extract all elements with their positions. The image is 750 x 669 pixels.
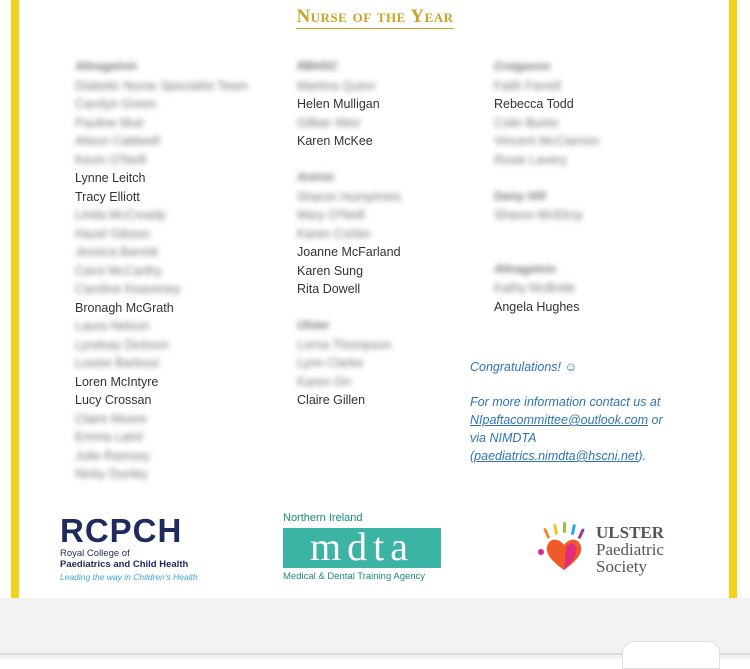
nominee-name: Karen Corbin [297, 226, 371, 241]
nominee-name: Lynn Clarke [297, 356, 364, 370]
rcpch-tagline: Leading the way in Children's Health [60, 572, 198, 582]
nominee-column-3 [494, 58, 599, 316]
nominee-name [297, 95, 401, 114]
nominee-name: Nicky Dunley [75, 467, 148, 481]
nominee-name: Caroline Keaveney [75, 282, 181, 296]
section-heading: RBHSC [297, 61, 338, 73]
section-heading: Altnagelvin [75, 61, 137, 73]
nominee-name: Laura Nelson [75, 319, 150, 333]
right-yellow-border [729, 0, 737, 598]
nominee-name: Rebecca Todd [494, 97, 574, 111]
nominee-name: Kathy McBride [494, 281, 576, 295]
nominee-name-blurred-part: Lynne Le [75, 171, 126, 185]
nominee-name: Loren McIntyre [75, 374, 159, 389]
section-heading: Antrim [297, 172, 335, 184]
nominee-name-visible-part: Bro [75, 300, 95, 315]
contact-text-1: For more information contact us at [470, 395, 661, 409]
nimdta-logo [283, 512, 441, 582]
nominee-name: Vincent McCiarnon [494, 134, 600, 148]
nominee-name: Rosie Lavery [494, 152, 567, 167]
ulster-paediatric-society-logo [536, 522, 696, 576]
section-heading: Altnagelvin [494, 263, 556, 276]
nominee-name: Linda McCready [75, 208, 167, 222]
nimdta-mark: mdta [283, 528, 441, 568]
nominee-name-blurred-part: Mulligan [329, 97, 380, 111]
nimdta-subtitle: Medical & Dental Training Agency [283, 571, 426, 582]
nominee-name: Karen Orr [297, 374, 352, 389]
nominee-name: Lorna Thompson [297, 337, 392, 352]
nominee-name-blurred-part: Elliott [105, 189, 140, 204]
nominee-name: Mary O'Neill [297, 208, 365, 222]
viewer-footer-tab[interactable] [622, 641, 720, 669]
nominee-name [297, 280, 401, 299]
title-text: Nurse of the Year [296, 6, 454, 27]
nominee-column-1 [75, 58, 248, 484]
nominee-name: Sharon McElroy [494, 208, 583, 222]
rcpch-line-2: Paediatrics and Child Health [60, 559, 189, 570]
nominee-name-visible-part: Rita Dowell [297, 282, 361, 296]
congratulations-message [470, 358, 663, 465]
nimdta-top-text: Northern Ireland [283, 512, 363, 524]
nominee-name-blurred-part: e McFarland [331, 245, 401, 259]
ups-line-3: Society [596, 557, 647, 576]
heart-children-icon [536, 522, 592, 574]
nominee-name: Carolyn Green [75, 97, 157, 111]
nominee-name: Martina Quinn [297, 78, 376, 93]
nominee-name: Colin Burke [494, 115, 559, 130]
congrats-text: Congratulations! ☺ [470, 360, 578, 374]
contact-or: or [648, 413, 663, 427]
nominee-name: Sharon Humphries [297, 189, 402, 204]
contact-line-2 [470, 411, 663, 429]
rcpch-logo [60, 514, 198, 582]
nominee-name: Diabetic Nurse Specialist Team [75, 78, 248, 93]
page-title [0, 6, 750, 28]
nominee-column-2 [297, 58, 401, 410]
section-heading: Daisy Hill [494, 190, 546, 203]
nominee-name: Lyndsay Dickson [75, 337, 170, 352]
nominee-name: Alison Caldwell [75, 134, 160, 148]
section-heading: Ulster [297, 320, 330, 332]
rcpch-line-1: Royal College of [60, 548, 130, 559]
nominee-name: Claire Moore [75, 411, 147, 426]
nominee-name: Gillian Weir [297, 115, 361, 130]
section-heading: Craigavon [494, 61, 551, 73]
nominee-name: Carol McCarthy [75, 263, 162, 278]
nominee-name [75, 169, 248, 188]
nominee-name: Jessica Barrett [75, 245, 158, 259]
left-yellow-border [11, 0, 19, 598]
nominee-name: Louise Barbour [75, 356, 160, 370]
contact-line-4 [470, 447, 663, 465]
nominee-name-visible-part: Cl [297, 393, 309, 407]
committee-email-link[interactable]: NIpaftacommittee@outlook.com [470, 413, 649, 427]
nominee-name [75, 299, 248, 318]
nominee-name: Hazel Gibson [75, 226, 151, 241]
nominee-name: Faith Farrell [494, 78, 561, 93]
rcpch-wordmark: RCPCH [60, 512, 183, 549]
nominee-name-blurred-part: aire Gillen [308, 393, 366, 407]
nimdta-email-link[interactable]: paediatrics.nimdta@hscni.net [474, 449, 639, 463]
nominee-name: Julie Ramsey [75, 448, 151, 463]
nominee-name [297, 243, 401, 262]
nominee-name-blurred-part: nagh McGrath [94, 300, 174, 315]
nominee-name: Emma Laird [75, 430, 143, 444]
ups-line-2: Paediatric [596, 540, 664, 559]
nominee-name-visible-part: Tracy [75, 189, 106, 204]
ups-line-1: ULSTER [596, 523, 665, 542]
paren-close: ). [638, 449, 646, 463]
nominee-name-visible-part: itch [125, 171, 146, 185]
nominee-name: Lucy Crossan [75, 393, 152, 407]
paren-open: ( [470, 449, 475, 463]
nominee-name-visible-part: Joann [297, 245, 332, 259]
nominee-name: Karen McKee [297, 134, 373, 148]
nominee-name [75, 188, 248, 207]
nominee-name [297, 391, 401, 410]
nominee-name: Pauline Muir [75, 115, 145, 130]
contact-text-3: via NIMDTA [470, 431, 537, 445]
nominee-name: Angela Hughes [494, 299, 580, 314]
nominee-name: Karen Sung [297, 263, 364, 278]
nominee-name-visible-part: Helen [297, 97, 330, 111]
nominee-name: Kevin O'Neill [75, 152, 147, 167]
